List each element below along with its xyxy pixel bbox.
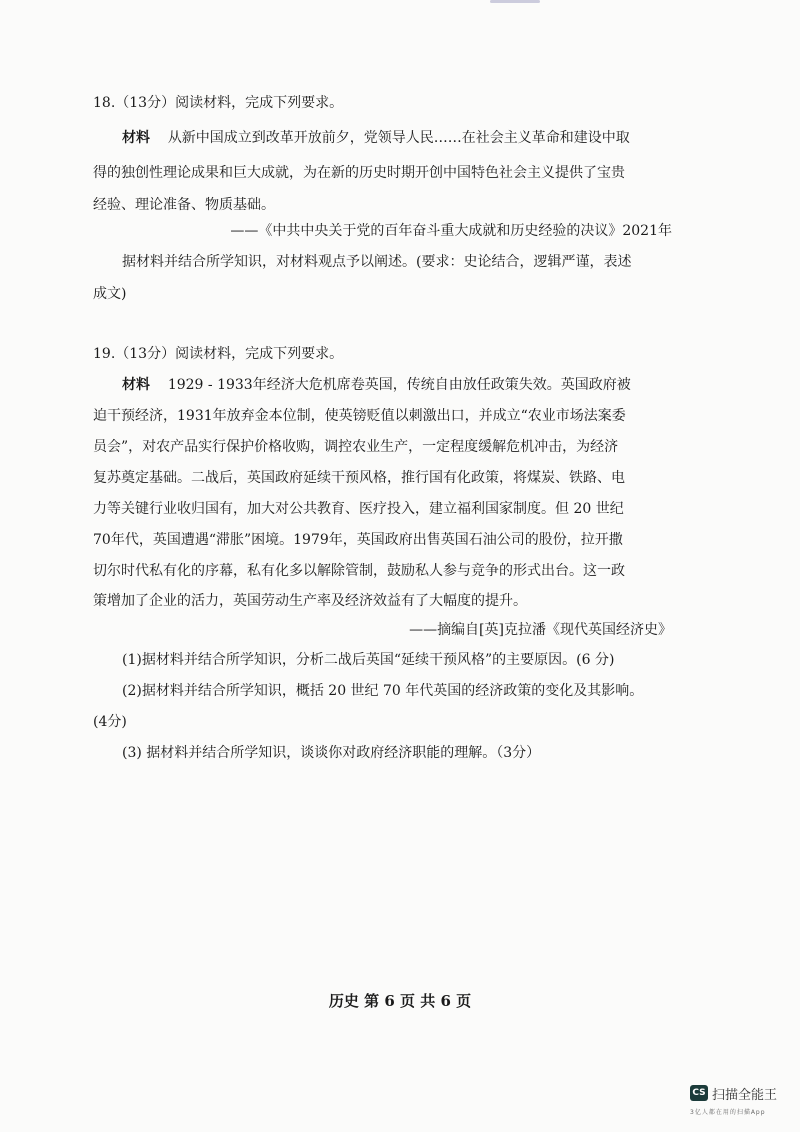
q19-material-line-1 xyxy=(122,376,631,394)
q19-material-line-5: 力等关键行业收归国有，加大对公共教育、医疗投入，建立福利国家制度。但 20 世纪 xyxy=(93,501,624,517)
watermark-tagline: 3亿人都在用的扫描App xyxy=(690,1109,766,1116)
q19-question-3: (3) 据材料并结合所学知识，谈谈你对政府经济职能的理解。（3分） xyxy=(122,745,541,761)
q18-task-line-1: 据材料并结合所学知识，对材料观点予以阐述。(要求：史论结合，逻辑严谨，表述 xyxy=(122,254,632,270)
q19-material-line-6: 70年代，英国遭遇“滞胀”困境。1979年，英国政府出售英国石油公司的股份，拉开撒 xyxy=(93,532,623,548)
scan-smudge xyxy=(490,0,540,3)
material-label: 材料 xyxy=(122,377,150,393)
camscanner-logo-icon: CS xyxy=(690,1085,708,1101)
q18-material-text-1: 从新中国成立到改革开放前夕，党领导人民……在社会主义革命和建设中取 xyxy=(167,130,630,146)
q19-source: ——摘编自[英]克拉潘《现代英国经济史》 xyxy=(409,622,672,638)
q19-material-line-3: 员会”，对农产品实行保护价格收购，调控农业生产，一定程度缓解危机冲击，为经济 xyxy=(93,439,619,455)
q18-heading: 18.（13分）阅读材料，完成下列要求。 xyxy=(93,95,344,111)
q19-heading: 19.（13分）阅读材料，完成下列要求。 xyxy=(93,346,344,362)
page-footer: 历史 第 6 页 共 6 页 xyxy=(328,992,472,1010)
q18-source: ——《中共中央关于党的百年奋斗重大成就和历史经验的决议》2021年 xyxy=(230,223,672,239)
q18-material-line-2: 得的独创性理论成果和巨大成就，为在新的历史时期开创中国特色社会主义提供了宝贵 xyxy=(93,165,625,181)
q18-task-line-2: 成文) xyxy=(93,286,127,302)
q19-question-2-score: (4分) xyxy=(93,714,127,730)
q19-material-line-7: 切尔时代私有化的序幕，私有化多以解除管制，鼓励私人参与竞争的形式出台。这一政 xyxy=(93,563,625,579)
q18-material-line-1 xyxy=(122,129,630,147)
q19-material-line-8: 策增加了企业的活力，英国劳动生产率及经济效益有了大幅度的提升。 xyxy=(93,593,527,609)
q18-material-line-3: 经验、理论准备、物质基础。 xyxy=(93,197,275,213)
q19-material-text-1: 1929 - 1933年经济大危机席卷英国，传统自由放任政策失效。英国政府被 xyxy=(167,377,631,393)
watermark-name: 扫描全能王 xyxy=(712,1088,778,1103)
q19-material-line-4: 复苏奠定基础。二战后，英国政府延续干预风格，推行国有化政策，将煤炭、铁路、电 xyxy=(93,470,625,486)
q19-material-line-2: 迫干预经济，1931年放弃金本位制，使英镑贬值以刺激出口，并成立“农业市场法案委 xyxy=(93,408,626,424)
q19-question-2: (2)据材料并结合所学知识，概括 20 世纪 70 年代英国的经济政策的变化及其影响。 xyxy=(122,683,644,699)
material-label: 材料 xyxy=(122,130,150,146)
q19-question-1: (1)据材料并结合所学知识，分析二战后英国“延续干预风格”的主要原因。(6 分) xyxy=(122,652,615,668)
